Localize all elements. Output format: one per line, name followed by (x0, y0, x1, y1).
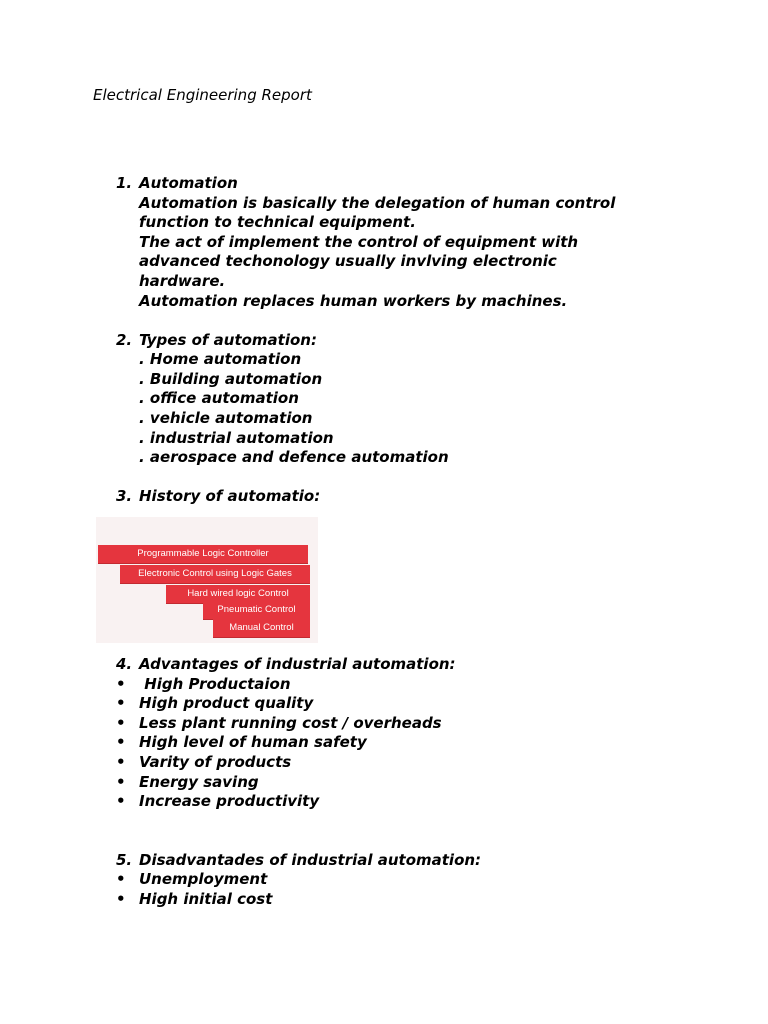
paragraph-line: Automation is basically the delegation of human control (139, 194, 616, 212)
list-item: . office automation (139, 389, 299, 407)
bullet-icon: • (116, 890, 126, 908)
list-item: Energy saving (139, 773, 259, 791)
list-item: Unemployment (139, 870, 268, 888)
bullet-icon: • (116, 792, 126, 810)
list-item: High Productaion (139, 675, 291, 693)
bullet-icon: • (116, 714, 126, 732)
bullet-icon: • (116, 733, 126, 751)
section-number: 4. (116, 655, 133, 673)
list-item: . Building automation (139, 370, 323, 388)
paragraph-line: The act of implement the control of equipment with (139, 233, 579, 251)
bullet-icon: • (116, 870, 126, 888)
history-step: Hard wired logic Control (166, 585, 310, 604)
section-heading: Types of automation: (139, 331, 317, 349)
history-step: Electronic Control using Logic Gates (120, 565, 310, 584)
list-item: Increase productivity (139, 792, 320, 810)
list-item: Varity of products (139, 753, 292, 771)
section-heading: Advantages of industrial automation: (139, 655, 456, 673)
list-item: . industrial automation (139, 429, 334, 447)
history-step: Programmable Logic Controller (98, 545, 308, 564)
section-number: 5. (116, 851, 133, 869)
list-item: Less plant running cost / overheads (139, 714, 442, 732)
history-step: Manual Control (213, 619, 310, 638)
section-number: 3. (116, 487, 133, 505)
bullet-icon: • (116, 773, 126, 791)
bullet-icon: • (116, 675, 126, 693)
list-item: High level of human safety (139, 733, 367, 751)
paragraph-line: hardware. (139, 272, 226, 290)
section-heading: Automation (139, 174, 238, 192)
section-heading: History of automatio: (139, 487, 321, 505)
history-step: Pneumatic Control (203, 601, 310, 620)
document-title: Electrical Engineering Report (93, 86, 312, 104)
section-number: 2. (116, 331, 133, 349)
bullet-icon: • (116, 694, 126, 712)
section-number: 1. (116, 174, 133, 192)
automation-history-diagram (96, 517, 318, 643)
list-item: . aerospace and defence automation (139, 448, 449, 466)
list-item: High initial cost (139, 890, 273, 908)
list-item: . vehicle automation (139, 409, 313, 427)
paragraph-line: Automation replaces human workers by machines. (139, 292, 568, 310)
list-item: High product quality (139, 694, 314, 712)
paragraph-line: function to technical equipment. (139, 213, 416, 231)
paragraph-line: advanced techonology usually invlving electronic (139, 252, 557, 270)
list-item: . Home automation (139, 350, 302, 368)
bullet-icon: • (116, 753, 126, 771)
section-heading: Disadvantades of industrial automation: (139, 851, 482, 869)
